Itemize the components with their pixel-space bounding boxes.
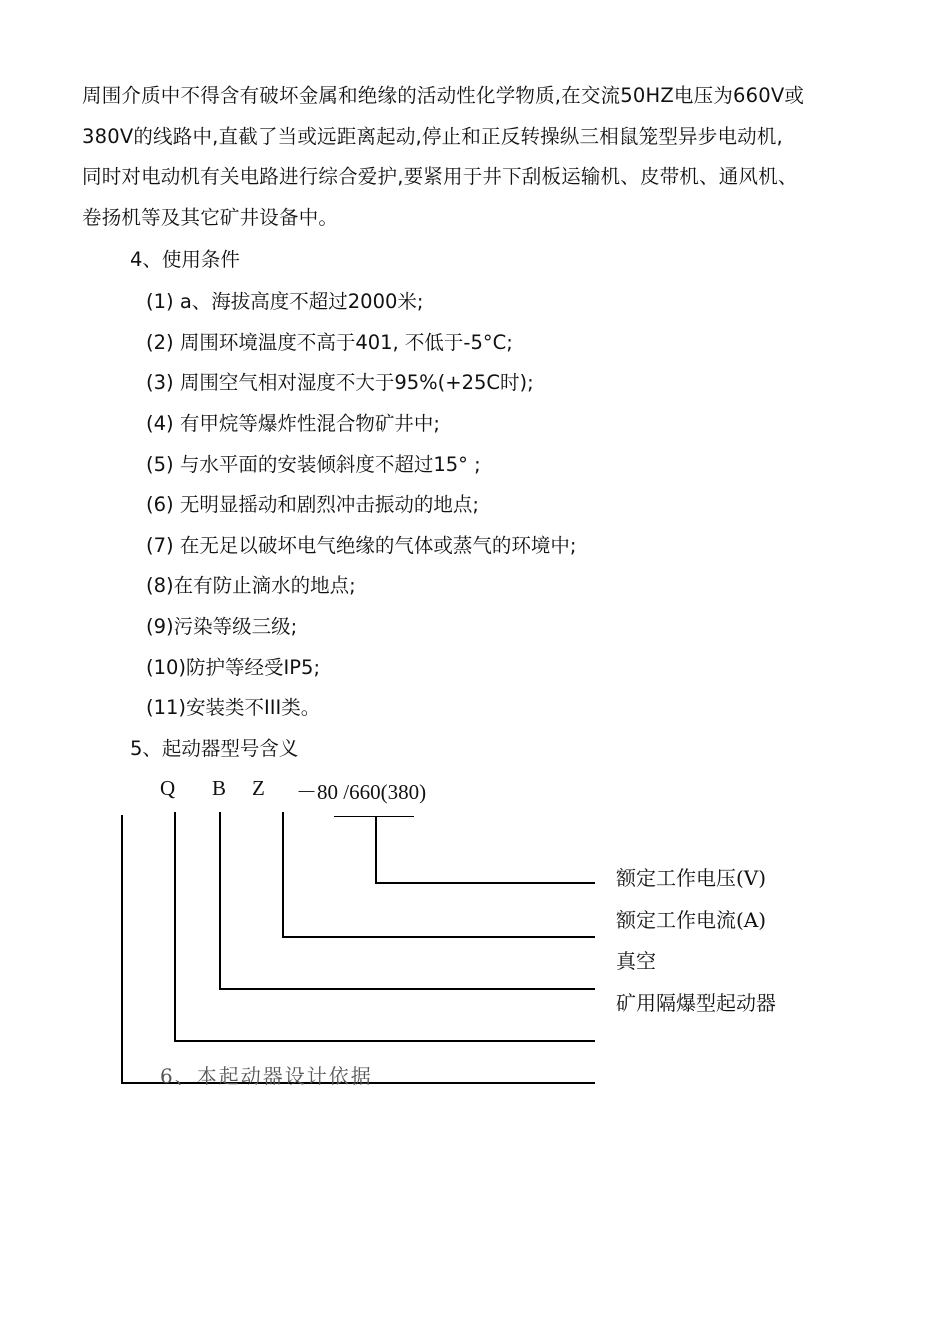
voltage-connector-vertical (375, 816, 377, 884)
section-5-heading: 5、起动器型号含义 (130, 737, 299, 760)
label-rated-current: 额定工作电流(A) (616, 908, 767, 932)
label-vacuum: 真空 (616, 949, 656, 973)
intro-line: 同时对电动机有关电路进行综合爱护,要紧用于井下刮板运输机、皮带机、通风机、 (82, 165, 798, 188)
section-4-heading: 4、使用条件 (130, 248, 240, 271)
condition-item: (6) 无明显摇动和剧烈冲击振动的地点; (146, 493, 479, 516)
voltage-underline (334, 816, 414, 817)
label-rated-voltage: 额定工作电压(V) (616, 866, 767, 890)
intro-line: 周围介质中不得含有破坏金属和绝缘的活动性化学物质,在交流50HZ电压为660V或 (82, 84, 805, 107)
condition-item: (7) 在无足以破坏电气绝缘的气体或蒸气的环境中; (146, 534, 577, 557)
condition-item: (9)污染等级三级; (146, 615, 298, 638)
label-mining-flameproof-starter: 矿用隔爆型起动器 (616, 991, 776, 1015)
z-connector-vertical (282, 812, 284, 938)
intro-paragraph (82, 76, 912, 238)
intro-line: 380V的线路中,直截了当或远距离起动,停止和正反转操纵三相鼠笼型异步电动机, (82, 124, 783, 148)
section-6-heading: 6、本起动器设计依据 (160, 1064, 373, 1088)
condition-item: (11)安装类不III类。 (146, 696, 321, 719)
q-connector-vertical (174, 812, 176, 1042)
condition-item: (2) 周围环境温度不高于401, 不低于-5°C; (146, 331, 513, 354)
condition-item: (10)防护等经受IP5; (146, 656, 321, 679)
b-connector-vertical (219, 812, 221, 990)
model-code-z: Z (252, 776, 265, 800)
condition-item: (1) a、海拔高度不超过2000米; (146, 290, 424, 313)
model-code-rating: －80 /660(380) (296, 780, 427, 804)
outer-connector-vertical (121, 815, 123, 1084)
condition-item: (5) 与水平面的安装倾斜度不超过15° ; (146, 453, 481, 476)
z-connector-horizontal (282, 936, 595, 938)
condition-item: (4) 有甲烷等爆炸性混合物矿井中; (146, 412, 440, 435)
b-connector-horizontal (219, 988, 595, 990)
condition-item: (3) 周围空气相对湿度不大于95%(+25C时); (146, 371, 534, 394)
condition-item: (8)在有防止滴水的地点; (146, 574, 356, 597)
model-code-q: Q (160, 776, 176, 800)
q-connector-horizontal (174, 1040, 595, 1042)
model-code-b: B (212, 776, 227, 800)
intro-line: 卷扬机等及其它矿井设备中。 (82, 205, 339, 229)
voltage-connector-horizontal (375, 882, 595, 884)
